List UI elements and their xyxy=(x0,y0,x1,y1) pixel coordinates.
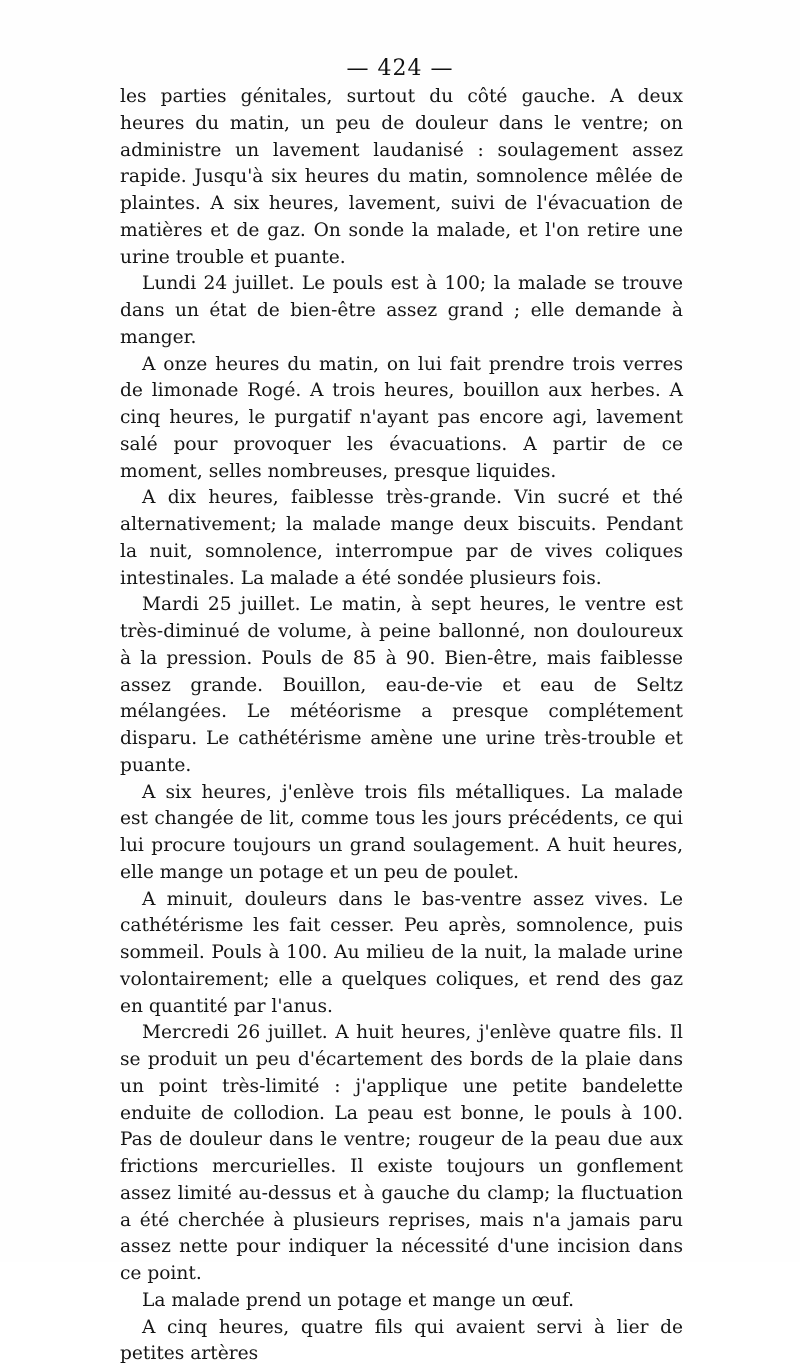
paragraph: A six heures, j'enlève trois fils métalliques. La malade est changée de lit, comme tous les jours précédents, ce qui lui procure toujours un grand soulagement. A huit heures, elle mange un potage et un peu de poulet. xyxy=(120,780,683,887)
paragraph: A onze heures du matin, on lui fait prendre trois verres de limonade Rogé. A trois heures, bouillon aux herbes. A cinq heures, le purgatif n'ayant pas encore agi, lavement salé pour provoquer les évacuations. A partir de ce moment, selles nombreuses, presque liquides. xyxy=(120,352,683,486)
paragraph: A dix heures, faiblesse très-grande. Vin sucré et thé alternativement; la malade mange deux biscuits. Pendant la nuit, somnolence, interrompue par de vives coliques intestinales. La malade a été sondée plusieurs fois. xyxy=(120,485,683,592)
paragraph: Mardi 25 juillet. Le matin, à sept heures, le ventre est très-diminué de volume, à peine ballonné, non douloureux à la pression. Pouls de 85 à 90. Bien-être, mais faiblesse assez grande. Bouillon, eau-de-vie et eau de Seltz mélangées. Le météorisme a presque complétement disparu. Le cathétérisme amène une urine très-trouble et puante. xyxy=(120,592,683,779)
paragraph: les parties génitales, surtout du côté gauche. A deux heures du matin, un peu de douleur dans le ventre; on administre un lavement laudanisé : soulagement assez rapide. Jusqu'à six heures du matin, somnolence mêlée de plaintes. A six heures, lavement, suivi de l'évacuation de matières et de gaz. On sonde la malade, et l'on retire une urine trouble et puante. xyxy=(120,84,683,271)
paragraph: A cinq heures, quatre fils qui avaient servi à lier de petites artères xyxy=(120,1315,683,1368)
paragraph: Mercredi 26 juillet. A huit heures, j'enlève quatre fils. Il se produit un peu d'écartement des bords de la plaie dans un point très-limité : j'applique une petite bandelette enduite de collodion. La peau est bonne, le pouls à 100. Pas de douleur dans le ventre; rougeur de la peau due aux frictions mercurielles. Il existe toujours un gonflement assez limité au-dessus et à gauche du clamp; la fluctuation a été cherchée à plusieurs reprises, mais n'a jamais paru assez nette pour indiquer la nécessité d'une incision dans ce point. xyxy=(120,1020,683,1288)
body-text xyxy=(120,84,683,1368)
paragraph: Lundi 24 juillet. Le pouls est à 100; la malade se trouve dans un état de bien-être assez grand ; elle demande à manger. xyxy=(120,271,683,351)
page-number: — 424 — xyxy=(0,56,800,81)
paragraph: La malade prend un potage et mange un œuf. xyxy=(120,1288,683,1315)
paragraph: A minuit, douleurs dans le bas-ventre assez vives. Le cathétérisme les fait cesser. Peu après, somnolence, puis sommeil. Pouls à 100. Au milieu de la nuit, la malade urine volontairement; elle a quelques coliques, et rend des gaz en quantité par l'anus. xyxy=(120,887,683,1021)
